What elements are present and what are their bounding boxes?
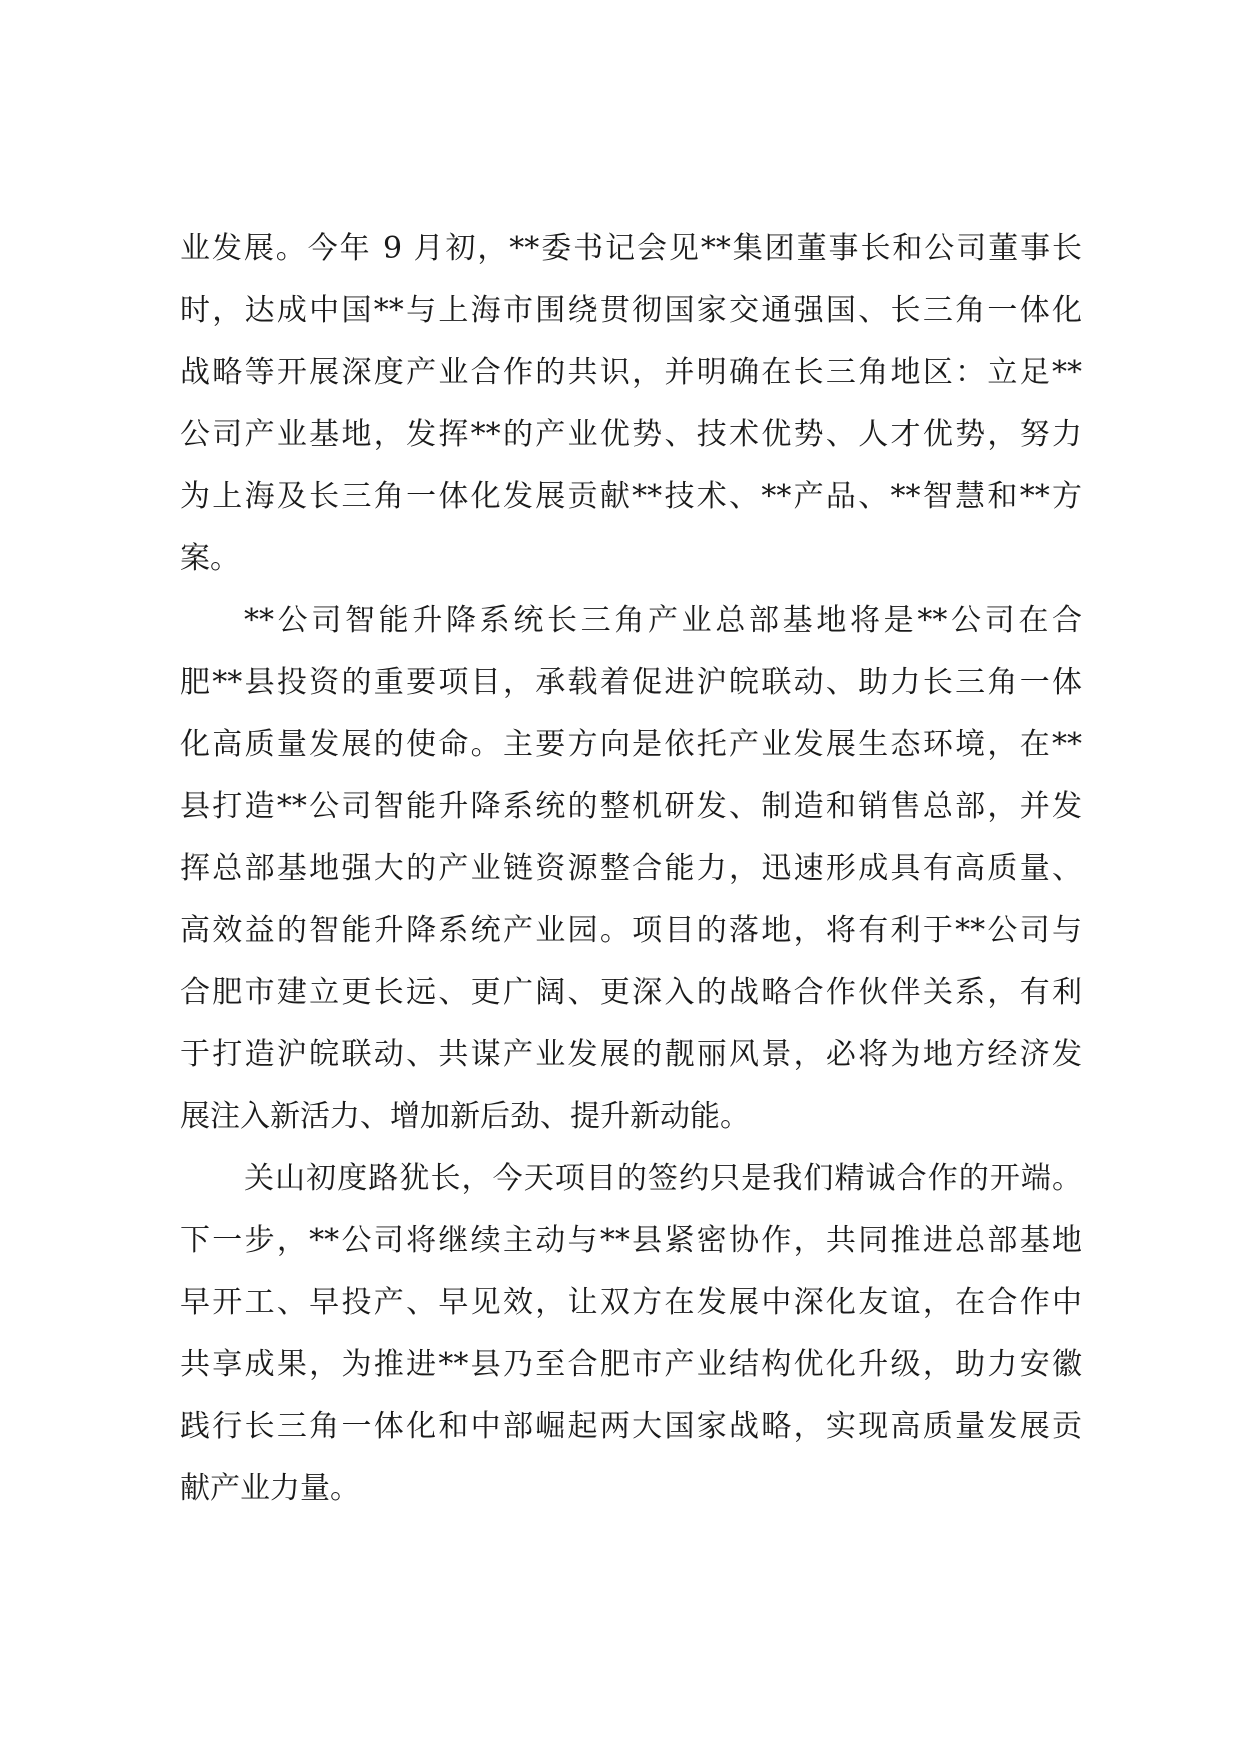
text-line: 关山初度路犹长，今天项目的签约只是我们精诚合作的开端。 <box>244 1161 1082 1196</box>
text-line: 时，达成中国**与上海市围绕贯彻国家交通强国、长三角一体化 <box>180 293 1082 328</box>
text-line: 展注入新活力、增加新后劲、提升新动能。 <box>180 1099 750 1134</box>
text-line: 化高质量发展的使命。主要方向是依托产业发展生态环境，在** <box>180 727 1082 762</box>
paragraph-2 <box>180 590 1082 1148</box>
text-line: 业发展。今年 9 月初，**委书记会见**集团董事长和公司董事长 <box>180 231 1082 266</box>
text-line: 下一步，**公司将继续主动与**县紧密协作，共同推进总部基地 <box>180 1223 1082 1258</box>
text-line: 早开工、早投产、早见效，让双方在发展中深化友谊，在合作中 <box>180 1285 1082 1320</box>
text-line: 公司产业基地，发挥**的产业优势、技术优势、人才优势，努力 <box>180 417 1082 452</box>
text-line: 案。 <box>180 541 240 576</box>
text-line: 为上海及长三角一体化发展贡献**技术、**产品、**智慧和**方 <box>180 479 1082 514</box>
text-line: 挥总部基地强大的产业链资源整合能力，迅速形成具有高质量、 <box>180 851 1082 886</box>
paragraph-3 <box>180 1148 1082 1520</box>
text-line: 肥**县投资的重要项目，承载着促进沪皖联动、助力长三角一体 <box>180 665 1082 700</box>
document-body <box>180 218 1082 1520</box>
text-line: 践行长三角一体化和中部崛起两大国家战略，实现高质量发展贡 <box>180 1409 1082 1444</box>
text-line: 战略等开展深度产业合作的共识，并明确在长三角地区：立足** <box>180 355 1082 390</box>
text-line: 合肥市建立更长远、更广阔、更深入的战略合作伙伴关系，有利 <box>180 975 1082 1010</box>
text-line: 献产业力量。 <box>180 1471 360 1506</box>
text-line: 共享成果，为推进**县乃至合肥市产业结构优化升级，助力安徽 <box>180 1347 1082 1382</box>
text-line: **公司智能升降系统长三角产业总部基地将是**公司在合 <box>244 603 1082 638</box>
text-line: 县打造**公司智能升降系统的整机研发、制造和销售总部，并发 <box>180 789 1082 824</box>
text-line: 于打造沪皖联动、共谋产业发展的靓丽风景，必将为地方经济发 <box>180 1037 1082 1072</box>
paragraph-1 <box>180 218 1082 590</box>
text-line: 高效益的智能升降系统产业园。项目的落地，将有利于**公司与 <box>180 913 1082 948</box>
